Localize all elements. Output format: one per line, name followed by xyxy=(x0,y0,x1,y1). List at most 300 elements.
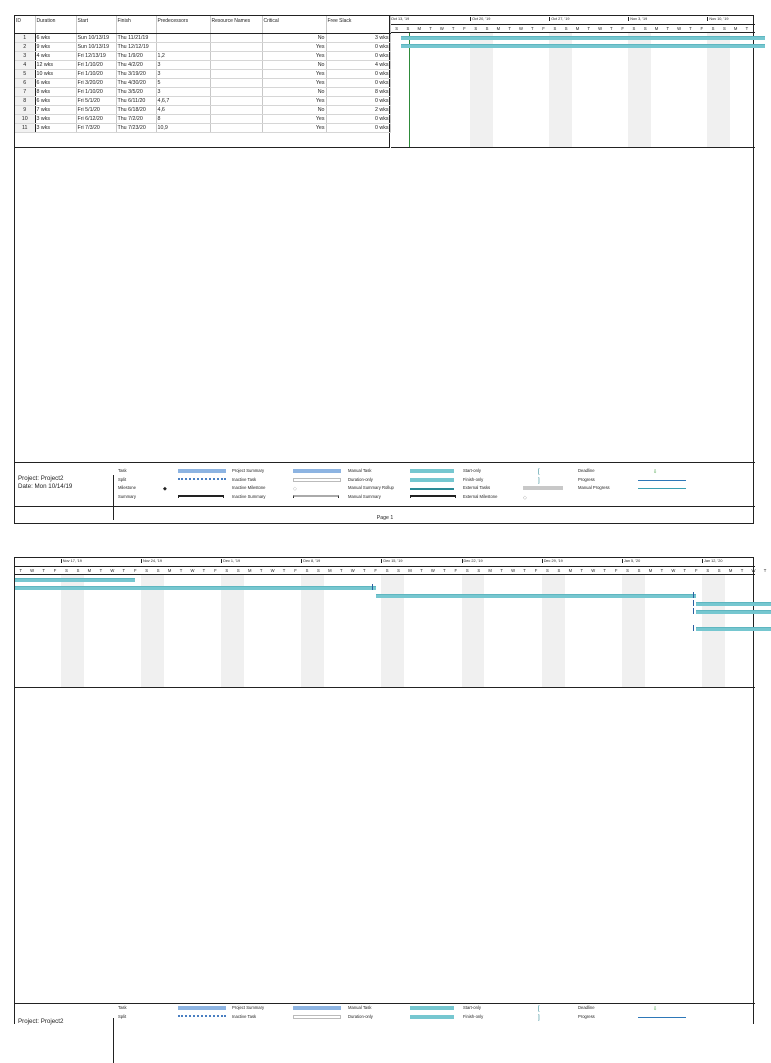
day-label: W xyxy=(591,568,596,573)
project-name: Project: Project2 xyxy=(18,1018,64,1025)
week-label: Oct 20, '19 xyxy=(472,17,491,21)
legend-symbol-idiamond: ◇ xyxy=(293,486,297,492)
week-label: Dec 29, '19 xyxy=(543,559,563,563)
column-header: Free Slack xyxy=(326,16,390,33)
day-label: T xyxy=(500,568,503,573)
day-label: T xyxy=(763,568,767,573)
legend-label: Split xyxy=(118,1013,127,1019)
legend-symbol-finish: ] xyxy=(538,1014,540,1021)
cell-finish: Thu 6/11/20 xyxy=(116,96,156,105)
column-header: Critical xyxy=(262,16,326,33)
cell-duration: 6 wks xyxy=(35,33,76,42)
weekend-shade xyxy=(628,33,651,147)
cell-id: 3 xyxy=(15,51,35,60)
day-label: T xyxy=(603,568,606,573)
cell-duration: 4 wks xyxy=(35,51,76,60)
legend-label: Milestone xyxy=(118,485,136,490)
column-header: Resource Names xyxy=(210,16,262,33)
cell-start: Fri 3/20/20 xyxy=(76,78,116,87)
day-label: S xyxy=(626,568,629,573)
day-label: S xyxy=(485,26,489,31)
table-row xyxy=(15,60,390,69)
day-label: S xyxy=(236,568,240,573)
cell-finish: Thu 3/19/20 xyxy=(116,69,156,78)
cell-id: 5 xyxy=(15,69,35,78)
day-label: F xyxy=(694,568,698,573)
week-label: Nov 10, '19 xyxy=(709,17,729,21)
legend-label: Duration-only xyxy=(348,1013,373,1019)
table-row xyxy=(15,51,390,60)
weekend-shade xyxy=(301,575,324,687)
legend-label: Task xyxy=(118,1005,127,1010)
day-label: T xyxy=(122,568,126,573)
day-label: M xyxy=(496,26,501,31)
day-label: S xyxy=(477,568,481,573)
day-label: F xyxy=(133,568,137,573)
day-label: W xyxy=(110,568,115,573)
day-label: T xyxy=(508,26,511,31)
legend-symbol-deadline: ⇩ xyxy=(653,469,658,475)
cell-slack: 0 wks xyxy=(326,51,390,60)
weekend-shade xyxy=(542,575,565,687)
legend-symbol-inact xyxy=(293,1015,341,1019)
project-name: Project: Project2 xyxy=(18,475,64,482)
day-label: T xyxy=(610,26,613,31)
day-label: M xyxy=(568,568,573,573)
cell-id: 2 xyxy=(15,42,35,51)
cell-duration: 6 wks xyxy=(35,78,76,87)
weekend-shade xyxy=(702,575,725,687)
cell-pred: 4,6 xyxy=(156,105,210,114)
cell-res xyxy=(210,78,262,87)
cell-finish: Thu 3/5/20 xyxy=(116,87,156,96)
day-label: M xyxy=(654,26,659,31)
cell-start: Fri 7/3/20 xyxy=(76,123,116,132)
day-label: S xyxy=(474,26,478,31)
timescale xyxy=(15,558,767,575)
legend-symbol-start: [ xyxy=(538,469,540,475)
legend-symbol-isummary xyxy=(293,495,339,498)
task-bar xyxy=(401,36,765,40)
cell-res xyxy=(210,33,262,42)
day-label: S xyxy=(632,26,636,31)
day-label: S xyxy=(395,26,399,31)
legend-label: Deadline xyxy=(578,468,595,473)
day-label: F xyxy=(53,568,57,573)
day-label: T xyxy=(451,26,455,31)
day-label: S xyxy=(553,26,557,31)
weekend-shade xyxy=(221,575,244,687)
legend-label: Split xyxy=(118,476,127,482)
day-label: T xyxy=(420,568,423,573)
cell-pred: 3 xyxy=(156,69,210,78)
week-label: Oct 27, '19 xyxy=(551,17,570,21)
day-label: M xyxy=(728,568,733,573)
legend-label: Duration-only xyxy=(348,476,373,482)
cell-slack: 0 wks xyxy=(326,123,390,132)
cell-res xyxy=(210,42,262,51)
table-row xyxy=(15,96,390,105)
cell-slack: 8 wks xyxy=(326,87,390,96)
day-label: S xyxy=(156,568,160,573)
day-label: W xyxy=(751,568,756,573)
cell-critical: No xyxy=(262,105,326,114)
cell-res xyxy=(210,87,262,96)
legend-box xyxy=(15,462,755,507)
weekend-shade xyxy=(462,575,485,687)
cell-slack: 0 wks xyxy=(326,42,390,51)
cell-pred: 1,2 xyxy=(156,51,210,60)
cell-pred: 3 xyxy=(156,87,210,96)
day-label: M xyxy=(648,568,653,573)
week-label: Dec 1, '19 xyxy=(223,559,241,563)
day-label: S xyxy=(397,568,400,573)
dependency-arrow xyxy=(693,600,697,606)
legend-label: Manual Progress xyxy=(578,485,610,490)
day-label: W xyxy=(190,568,195,573)
day-label: T xyxy=(689,26,692,31)
cell-duration: 9 wks xyxy=(35,42,76,51)
cell-pred xyxy=(156,42,210,51)
legend-label: Manual Task xyxy=(348,468,372,473)
cell-finish: Thu 4/30/20 xyxy=(116,78,156,87)
cell-finish: Thu 6/18/20 xyxy=(116,105,156,114)
day-label: M xyxy=(488,568,492,573)
day-label: S xyxy=(76,568,80,573)
cell-critical: No xyxy=(262,60,326,69)
day-label: W xyxy=(270,568,275,573)
legend-symbol-start: [ xyxy=(538,1006,540,1012)
legend-label: Task xyxy=(118,468,127,473)
day-label: W xyxy=(439,26,444,31)
day-label: T xyxy=(683,568,687,573)
legend-label: Finish-only xyxy=(463,1013,484,1019)
legend-symbol-manual xyxy=(410,469,454,473)
legend-symbol-summary xyxy=(178,495,224,498)
cell-finish: Thu 11/21/19 xyxy=(116,33,156,42)
cell-id: 11 xyxy=(15,123,35,132)
day-label: S xyxy=(225,568,229,573)
day-label: F xyxy=(542,26,545,31)
cell-res xyxy=(210,123,262,132)
cell-finish: Thu 12/12/19 xyxy=(116,42,156,51)
legend-symbol-projsum xyxy=(293,469,341,473)
legend-symbol-deadline: ⇩ xyxy=(653,1006,658,1012)
day-label: T xyxy=(580,568,584,573)
cell-id: 10 xyxy=(15,114,35,123)
legend-symbol-dur xyxy=(410,478,454,482)
cell-id: 7 xyxy=(15,87,35,96)
weekend-shade xyxy=(622,575,645,687)
legend-label: Progress xyxy=(578,1013,595,1019)
day-label: S xyxy=(643,26,647,31)
cell-start: Fri 1/10/20 xyxy=(76,60,116,69)
day-label: M xyxy=(247,568,252,573)
column-header: Duration xyxy=(35,16,76,33)
cell-start: Fri 12/13/19 xyxy=(76,51,116,60)
cell-start: Fri 6/12/20 xyxy=(76,114,116,123)
day-label: T xyxy=(429,26,432,31)
cell-duration: 6 wks xyxy=(35,96,76,105)
page-1 xyxy=(14,15,754,524)
cell-finish: Thu 1/9/20 xyxy=(116,51,156,60)
week-label: Nov 17, '19 xyxy=(62,559,82,563)
week-label: Nov 24, '19 xyxy=(142,559,163,563)
day-label: W xyxy=(671,568,676,573)
task-bar xyxy=(696,602,770,606)
day-label: T xyxy=(666,26,670,31)
cell-start: Sun 10/13/19 xyxy=(76,42,116,51)
table-body xyxy=(15,33,390,132)
legend-symbol-bar xyxy=(178,1006,226,1010)
legend-symbol-inact xyxy=(293,478,341,482)
day-label: F xyxy=(294,568,297,573)
cell-slack: 4 wks xyxy=(326,60,390,69)
legend-label: External Milestone xyxy=(463,493,498,499)
weekend-shade xyxy=(141,575,164,687)
legend-label: Inactive Milestone xyxy=(232,485,266,490)
week-label: Oct 13, '19 xyxy=(391,17,410,21)
today-line xyxy=(409,33,410,147)
table-row xyxy=(15,33,390,42)
gantt-chart-page-2 xyxy=(15,558,767,688)
cell-pred xyxy=(156,33,210,42)
weekend-shade xyxy=(707,33,730,147)
table-row xyxy=(15,69,390,78)
cell-duration: 3 wks xyxy=(35,123,76,132)
cell-res xyxy=(210,105,262,114)
week-label: Dec 22, '19 xyxy=(463,559,483,563)
table-header-row xyxy=(15,16,390,33)
day-label: S xyxy=(637,568,641,573)
day-label: S xyxy=(706,568,710,573)
cell-critical: No xyxy=(262,87,326,96)
week-label: Nov 3, '19 xyxy=(630,17,648,21)
project-info xyxy=(18,1018,114,1063)
legend-label: Summary xyxy=(118,493,136,499)
day-label: M xyxy=(575,26,580,31)
cell-critical: Yes xyxy=(262,96,326,105)
cell-duration: 7 wks xyxy=(35,105,76,114)
day-label: S xyxy=(717,568,721,573)
task-bar xyxy=(15,586,376,590)
day-label: T xyxy=(340,568,343,573)
cell-slack: 3 wks xyxy=(326,33,390,42)
legend-symbol-progress xyxy=(638,1017,686,1018)
weekend-shade xyxy=(61,575,84,687)
day-label: T xyxy=(530,26,534,31)
day-label: W xyxy=(511,568,516,573)
gantt-chart-page-1 xyxy=(391,16,755,148)
legend-box xyxy=(15,1003,755,1033)
cell-pred: 5 xyxy=(156,78,210,87)
legend-label: Project Summary xyxy=(232,468,265,473)
day-label: F xyxy=(463,26,466,31)
day-label: M xyxy=(167,568,172,573)
day-label: S xyxy=(722,26,726,31)
day-label: S xyxy=(711,26,715,31)
cell-critical: Yes xyxy=(262,42,326,51)
cell-slack: 0 wks xyxy=(326,78,390,87)
day-label: W xyxy=(30,568,35,573)
legend-symbol-projsum xyxy=(293,1006,341,1010)
legend-symbol-msummary xyxy=(410,495,456,498)
cell-finish: Thu 7/23/20 xyxy=(116,123,156,132)
legend-label: Progress xyxy=(578,476,595,482)
week-label: Jan 12, '20 xyxy=(704,559,723,563)
table-row xyxy=(15,114,390,123)
day-label: W xyxy=(350,568,355,573)
cell-pred: 3 xyxy=(156,60,210,69)
cell-pred: 10,9 xyxy=(156,123,210,132)
legend-label: Start-only xyxy=(463,1005,481,1010)
day-label: S xyxy=(65,568,68,573)
day-label: M xyxy=(87,568,92,573)
week-label: Dec 8, '19 xyxy=(303,559,321,563)
week-label: Dec 15, '19 xyxy=(383,559,403,563)
cell-critical: Yes xyxy=(262,69,326,78)
cell-duration: 12 wks xyxy=(35,60,76,69)
day-label: F xyxy=(614,568,618,573)
cell-id: 1 xyxy=(15,33,35,42)
cell-slack: 0 wks xyxy=(326,69,390,78)
day-label: T xyxy=(99,568,103,573)
day-label: T xyxy=(587,26,591,31)
day-label: T xyxy=(443,568,446,573)
legend-symbol-split xyxy=(178,478,226,481)
legend-symbol-manual xyxy=(410,1006,454,1010)
day-label: S xyxy=(385,568,389,573)
task-bar xyxy=(15,578,135,582)
cell-duration: 3 wks xyxy=(35,114,76,123)
column-header: ID xyxy=(15,16,35,33)
cell-finish: Thu 4/2/20 xyxy=(116,60,156,69)
day-label: S xyxy=(564,26,568,31)
dependency-arrow xyxy=(693,592,697,598)
day-label: W xyxy=(518,26,523,31)
cell-res xyxy=(210,69,262,78)
task-bar xyxy=(376,594,697,598)
cell-slack: 0 wks xyxy=(326,114,390,123)
task-bar xyxy=(696,610,770,614)
day-label: S xyxy=(317,568,320,573)
task-table xyxy=(15,16,390,148)
day-label: F xyxy=(454,568,458,573)
table-row xyxy=(15,78,390,87)
cell-pred: 8 xyxy=(156,114,210,123)
page-number: Page 1 xyxy=(376,515,394,521)
cell-start: Sun 10/13/19 xyxy=(76,33,116,42)
day-label: F xyxy=(700,26,704,31)
day-label: T xyxy=(362,568,366,573)
cell-finish: Thu 7/2/20 xyxy=(116,114,156,123)
day-label: T xyxy=(259,568,263,573)
cell-id: 6 xyxy=(15,78,35,87)
day-row xyxy=(391,24,755,33)
table-row xyxy=(15,87,390,96)
legend-label: Inactive Task xyxy=(232,1013,257,1019)
legend-symbol-bar xyxy=(178,469,226,473)
weekend-shade xyxy=(549,33,572,147)
legend-symbol-extm: ◇ xyxy=(523,494,527,501)
legend-symbol-dur xyxy=(410,1015,454,1019)
legend-label: Inactive Summary xyxy=(232,493,266,499)
day-label: T xyxy=(202,568,206,573)
weekend-shade xyxy=(470,33,493,147)
cell-start: Fri 1/10/20 xyxy=(76,87,116,96)
day-label: S xyxy=(305,568,309,573)
cell-start: Fri 5/1/20 xyxy=(76,96,116,105)
cell-slack: 2 wks xyxy=(326,105,390,114)
day-label: F xyxy=(534,568,538,573)
cell-res xyxy=(210,51,262,60)
cell-critical: Yes xyxy=(262,114,326,123)
legend-symbol-diamond: ◆ xyxy=(163,486,167,492)
day-label: T xyxy=(282,568,286,573)
day-label: T xyxy=(745,26,749,31)
table-row xyxy=(15,123,390,132)
day-label: M xyxy=(328,568,332,573)
legend-symbol-mprogress xyxy=(638,488,686,489)
day-label: T xyxy=(179,568,183,573)
legend-label: Deadline xyxy=(578,1005,595,1010)
day-label: M xyxy=(417,26,421,31)
day-label: T xyxy=(19,568,22,573)
day-label: W xyxy=(677,26,682,31)
cell-pred: 4,6,7 xyxy=(156,96,210,105)
day-label: S xyxy=(465,568,469,573)
legend-symbol-rollup xyxy=(410,488,454,490)
cell-id: 9 xyxy=(15,105,35,114)
cell-critical: Yes xyxy=(262,51,326,60)
column-header: Start xyxy=(76,16,116,33)
day-label: M xyxy=(408,568,412,573)
legend-label: Project Summary xyxy=(232,1005,265,1010)
project-date: Date: Mon 10/14/19 xyxy=(18,483,73,490)
legend-label: Inactive Task xyxy=(232,476,257,482)
legend-symbol-split xyxy=(178,1015,226,1018)
timescale xyxy=(391,16,755,33)
cell-res xyxy=(210,60,262,69)
cell-id: 4 xyxy=(15,60,35,69)
day-label: T xyxy=(660,568,664,573)
dependency-arrow xyxy=(693,625,697,631)
dependency-arrow xyxy=(693,608,697,614)
cell-duration: 8 wks xyxy=(35,87,76,96)
legend-label: Start-only xyxy=(463,468,481,473)
cell-start: Fri 5/1/20 xyxy=(76,105,116,114)
task-bar xyxy=(696,627,770,631)
day-label: T xyxy=(523,568,526,573)
legend-label: Finish-only xyxy=(463,476,484,482)
task-bar xyxy=(401,44,765,48)
legend-symbol-finish: ] xyxy=(538,477,540,484)
cell-critical: Yes xyxy=(262,123,326,132)
day-label: S xyxy=(546,568,549,573)
column-header: Finish xyxy=(116,16,156,33)
legend-label: Manual Summary Rollup xyxy=(348,485,394,490)
legend-label: Manual Task xyxy=(348,1005,372,1010)
week-label: Jan 5, '20 xyxy=(623,559,641,563)
day-label: M xyxy=(733,26,738,31)
legend-symbol-progress xyxy=(638,480,686,481)
cell-slack: 0 wks xyxy=(326,96,390,105)
page-2 xyxy=(14,557,767,1025)
day-label: T xyxy=(42,568,45,573)
cell-res xyxy=(210,114,262,123)
day-label: S xyxy=(145,568,149,573)
day-label: W xyxy=(430,568,435,573)
